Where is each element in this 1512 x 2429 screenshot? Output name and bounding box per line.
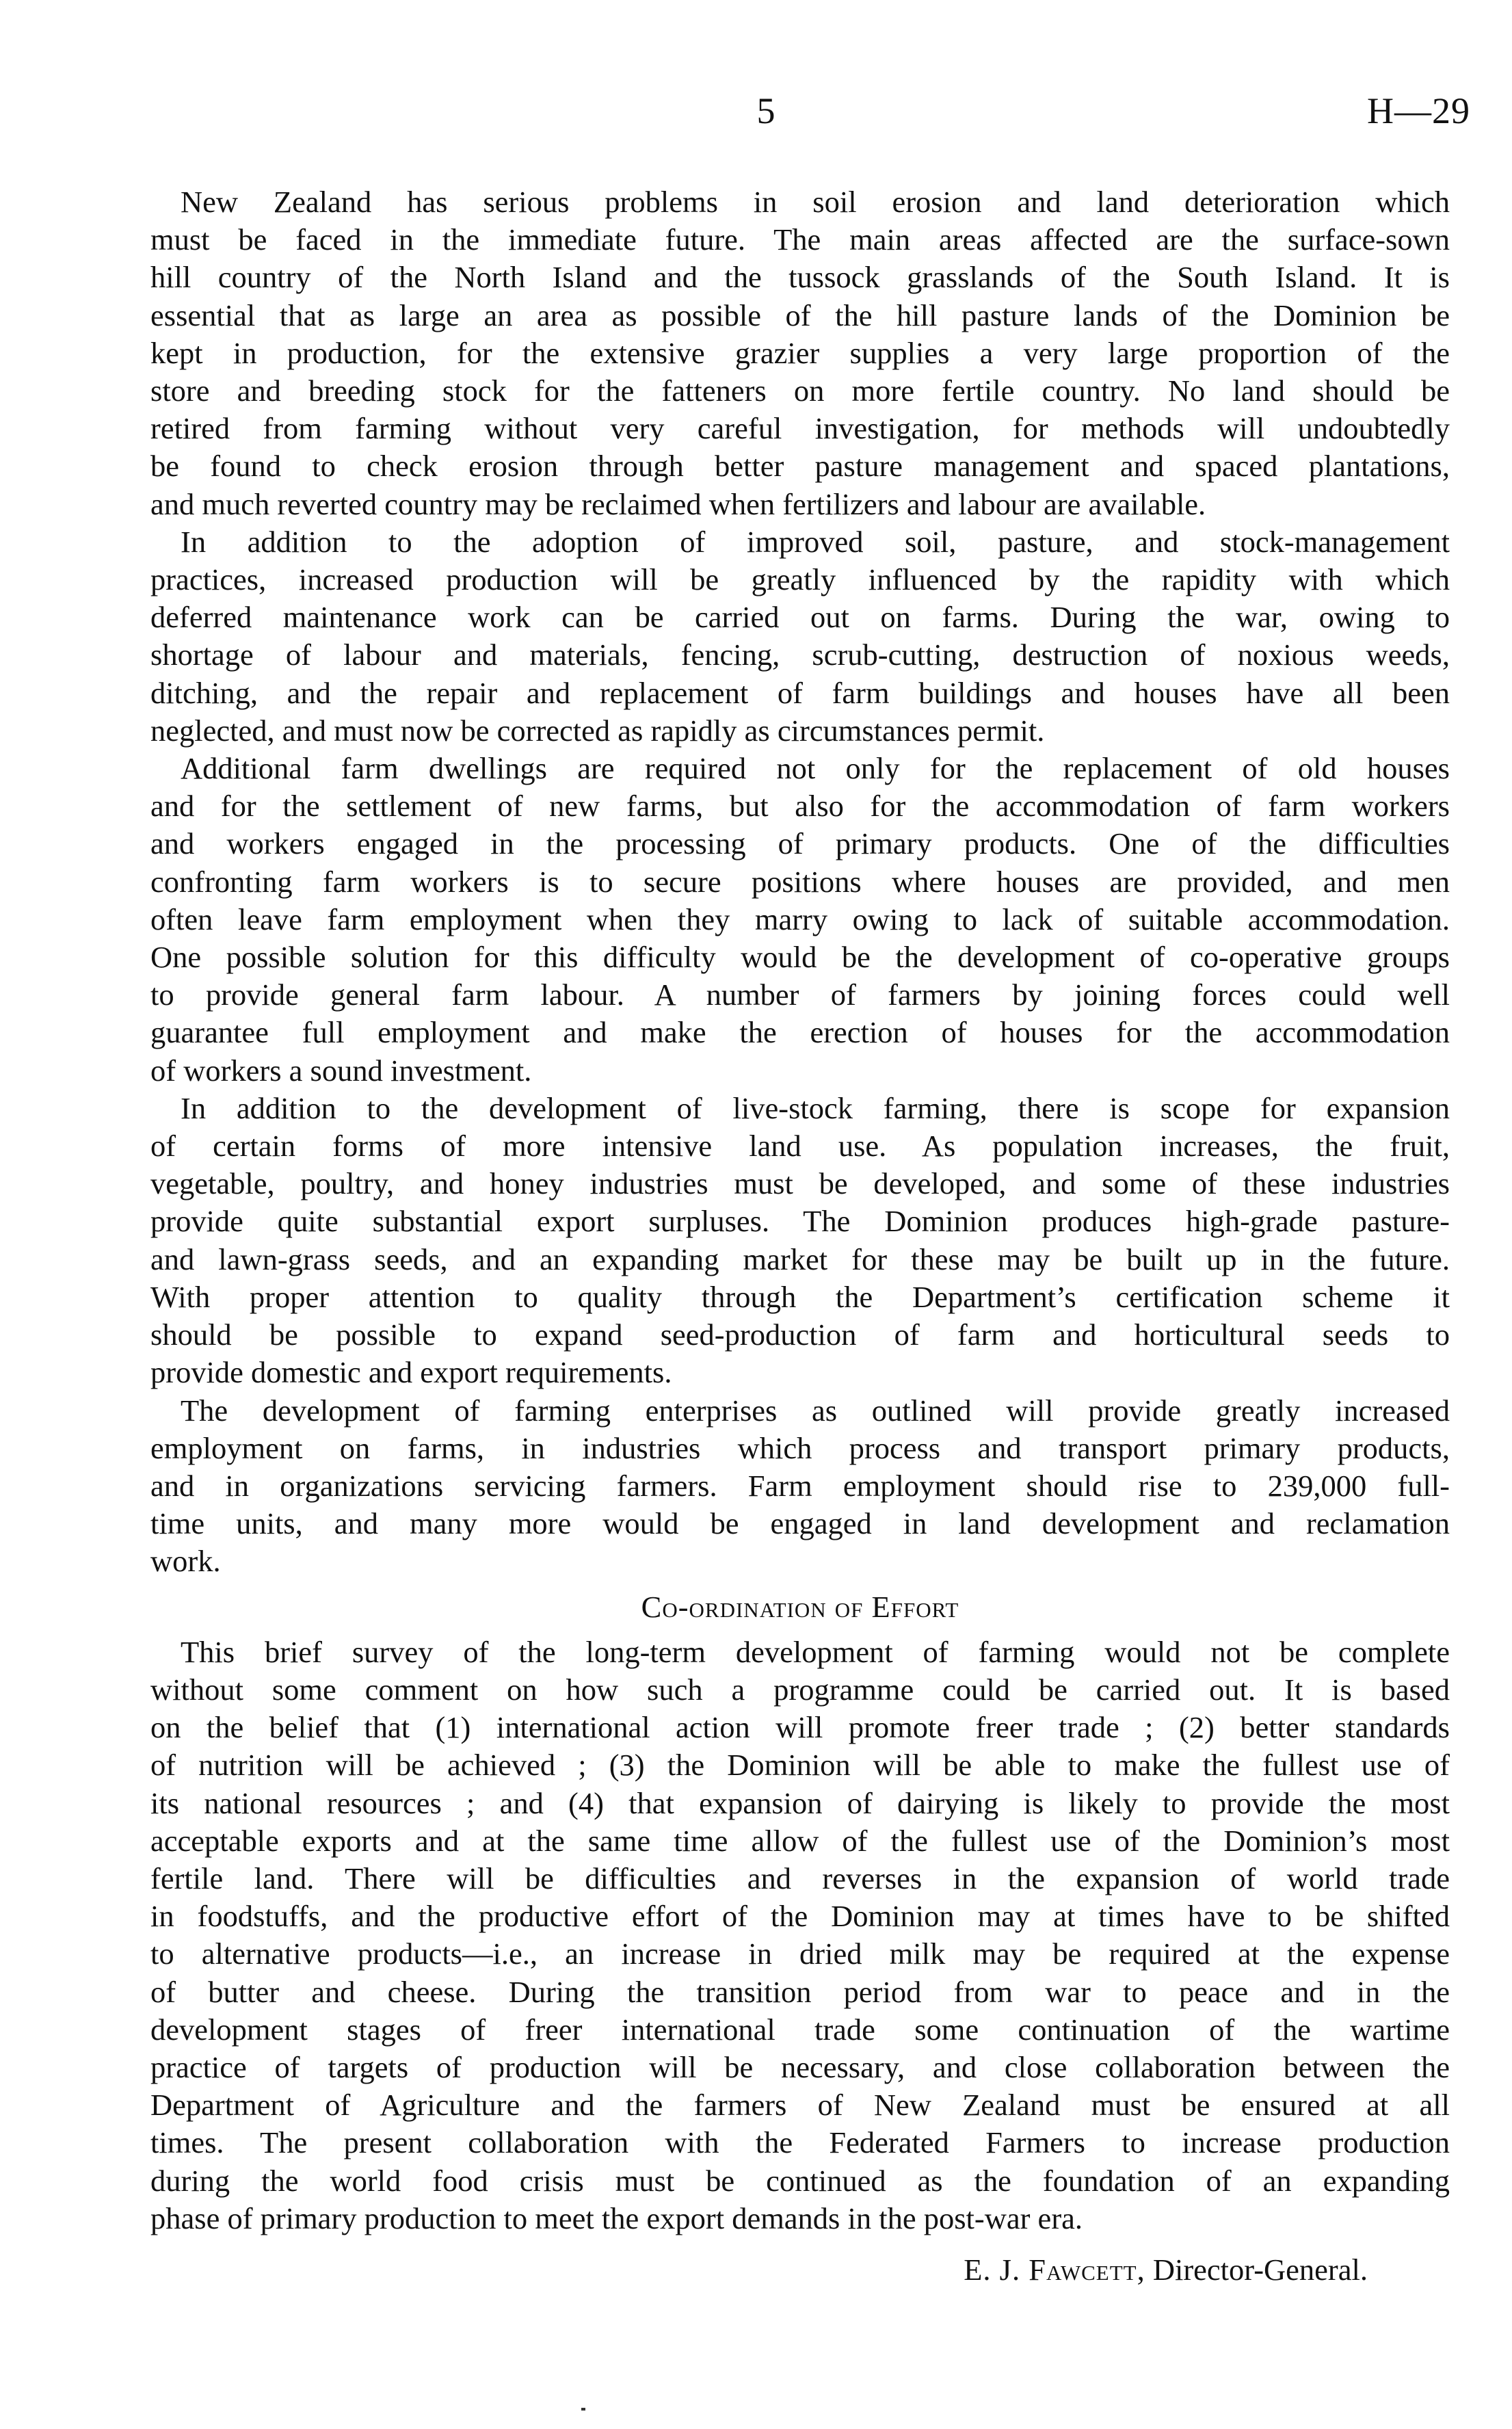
text-line: without some comment on how such a programme could be carried out. It is based — [150, 1672, 1450, 1707]
body-text — [150, 183, 1450, 2289]
text-line: hill country of the North Island and the tussock grasslands of the South Island. It is — [150, 260, 1450, 295]
text-line: kept in production, for the extensive grazier supplies a very large proportion of the — [150, 335, 1450, 370]
paragraphs-section-2 — [150, 1633, 1450, 2237]
paragraph — [150, 523, 1450, 750]
page-number: 5 — [756, 90, 775, 131]
text-line: The development of farming enterprises as outlined will provide greatly increased — [181, 1393, 1450, 1428]
text-line: This brief survey of the long-term development of farming would not be complete — [181, 1634, 1450, 1669]
text-line: work. — [150, 1544, 221, 1579]
text-line: its national resources ; and (4) that expansion of dairying is likely to provide the most — [150, 1785, 1450, 1820]
signature — [150, 2251, 1450, 2289]
text-line: Additional farm dwellings are required not only for the replacement of old houses — [181, 751, 1450, 786]
text-line: store and breeding stock for the fatteners on more fertile country. No land should be — [150, 373, 1450, 408]
text-line: guarantee full employment and make the erection of houses for the accommodation — [150, 1015, 1450, 1050]
section-heading: Co-ordination of Effort — [641, 1589, 959, 1624]
paragraph — [150, 1633, 1450, 2237]
text-line: of nutrition will be achieved ; (3) the Dominion will be able to make the fullest use of — [150, 1748, 1450, 1783]
text-line: neglected, and must now be corrected as rapidly as circumstances permit. — [150, 713, 1045, 748]
text-line: One possible solution for this difficulty would be the development of co-operative groups — [150, 940, 1450, 975]
text-line: Department of Agriculture and the farmers of New Zealand must be ensured at all — [150, 2088, 1450, 2123]
text-line: provide domestic and export requirements. — [150, 1355, 672, 1390]
text-line: New Zealand has serious problems in soil erosion and land deterioration which — [181, 185, 1450, 219]
text-line: time units, and many more would be engaged in land development and reclamation — [150, 1506, 1450, 1541]
signature-name: E. J. Fawcett, — [964, 2252, 1145, 2287]
text-line: and workers engaged in the processing of primary products. One of the difficulties — [150, 826, 1450, 861]
text-line: during the world food crisis must be continued as the foundation of an expanding — [150, 2163, 1450, 2198]
text-line: and lawn-grass seeds, and an expanding market for these may be built up in the future. — [150, 1242, 1450, 1276]
text-line: With proper attention to quality through the Department’s certification scheme it — [150, 1279, 1450, 1314]
paragraphs-section-1 — [150, 183, 1450, 1581]
text-line: practices, increased production will be greatly influenced by the rapidity with which — [150, 562, 1450, 597]
text-line: In addition to the adoption of improved soil, pasture, and stock-management — [181, 524, 1450, 559]
text-line: In addition to the development of live-stock farming, there is scope for expansion — [181, 1090, 1450, 1125]
text-line: of butter and cheese. During the transition period from war to peace and in the — [150, 1974, 1450, 2009]
text-line: shortage of labour and materials, fencing, scrub-cutting, destruction of noxious weeds, — [150, 638, 1450, 672]
document-reference: H—29 — [1367, 90, 1470, 131]
text-line: be found to check erosion through better pasture management and spaced plantations, — [150, 449, 1450, 484]
text-line: often leave farm employment when they marry owing to lack of suitable accommodation. — [150, 902, 1450, 936]
print-mark — [581, 2408, 585, 2411]
text-line: phase of primary production to meet the export demands in the post-war era. — [150, 2201, 1083, 2235]
text-line: to alternative products—i.e., an increase in dried milk may be required at the expense — [150, 1936, 1450, 1971]
text-line: and in organizations servicing farmers. Farm employment should rise to 239,000 full- — [150, 1468, 1450, 1503]
paragraph — [150, 750, 1450, 1090]
text-line: and much reverted country may be reclaimed when fertilizers and labour are available. — [150, 486, 1206, 521]
paragraph — [150, 183, 1450, 523]
text-line: ditching, and the repair and replacement of farm buildings and houses have all been — [150, 675, 1450, 710]
text-line: in foodstuffs, and the productive effort of the Dominion may at times have to be shifted — [150, 1899, 1450, 1934]
text-line: of certain forms of more intensive land use. As population increases, the fruit, — [150, 1129, 1450, 1164]
text-line: of workers a sound investment. — [150, 1053, 532, 1088]
paragraph — [150, 1392, 1450, 1581]
text-line: practice of targets of production will be necessary, and close collaboration between the — [150, 2049, 1450, 2084]
text-line: must be faced in the immediate future. The main areas affected are the surface-sown — [150, 222, 1450, 257]
text-line: and for the settlement of new farms, but also for the accommodation of farm workers — [150, 789, 1450, 824]
signature-title: Director-General. — [1152, 2252, 1368, 2287]
text-line: confronting farm workers is to secure positions where houses are provided, and men — [150, 864, 1450, 899]
text-line: fertile land. There will be difficulties and reverses in the expansion of world trade — [150, 1861, 1450, 1895]
text-line: on the belief that (1) international action will promote freer trade ; (2) better standards — [150, 1710, 1450, 1745]
text-line: essential that as large an area as possible of the hill pasture lands of the Dominion be — [150, 298, 1450, 332]
text-line: times. The present collaboration with the Federated Farmers to increase production — [150, 2125, 1450, 2160]
text-line: provide quite substantial export surpluses. The Dominion produces high-grade pasture- — [150, 1204, 1450, 1239]
paragraph — [150, 1090, 1450, 1392]
text-line: should be possible to expand seed-production of farm and horticultural seeds to — [150, 1317, 1450, 1352]
text-line: to provide general farm labour. A number of farmers by joining forces could well — [150, 977, 1450, 1012]
text-line: retired from farming without very careful investigation, for methods will undoubtedly — [150, 411, 1450, 446]
text-line: deferred maintenance work can be carried out on farms. During the war, owing to — [150, 600, 1450, 635]
text-line: acceptable exports and at the same time allow of the fullest use of the Dominion’s most — [150, 1823, 1450, 1858]
text-line: development stages of freer international trade some continuation of the wartime — [150, 2012, 1450, 2047]
text-line: employment on farms, in industries which process and transport primary products, — [150, 1430, 1450, 1465]
text-line: vegetable, poultry, and honey industries must be developed, and some of these industries — [150, 1166, 1450, 1201]
